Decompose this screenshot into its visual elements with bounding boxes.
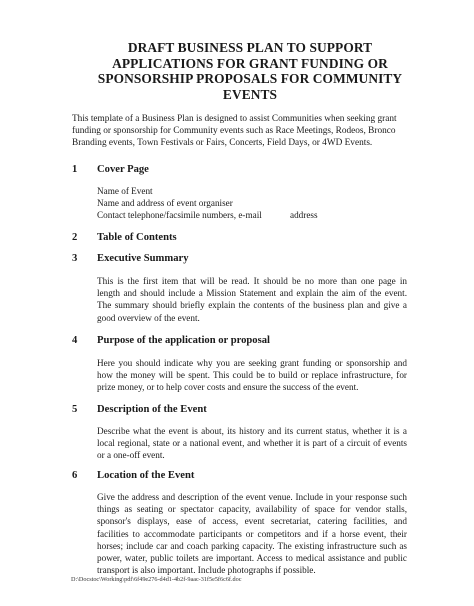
title-line: EVENTS bbox=[222, 86, 278, 102]
intro-line: Branding events, Town Festivals or Fairs, Concerts, Field Days, or 4WD Events. bbox=[72, 138, 373, 149]
intro-paragraph bbox=[72, 113, 412, 150]
section-body-purpose bbox=[97, 357, 407, 394]
title-line: SPONSORSHIP PROPOSALS FOR COMMUNITY bbox=[97, 71, 403, 86]
section-number: 4 bbox=[72, 335, 78, 346]
body-line: Give the address and description of the event venue. Include in your response such bbox=[97, 492, 407, 502]
body-line: This is the first item that will be read. It should be no more than one page in bbox=[97, 276, 407, 286]
body-line: local regional, state or a national event, and whether it is part of a circuit of events bbox=[97, 438, 407, 449]
section-body-location bbox=[97, 491, 407, 576]
intro-line: funding or sponsorship for Community events such as Race Meetings, Rodeos, Bronco bbox=[72, 126, 396, 137]
body-line: length and should include a Mission Statement and explain the aim of the event. bbox=[97, 288, 407, 299]
body-line: Here you should indicate why you are seeking grant funding or sponsorship and bbox=[97, 358, 407, 368]
section-number: 2 bbox=[72, 232, 78, 243]
body-line: Name and address of event organiser bbox=[97, 198, 233, 209]
body-line: sponsor's displays, ease of access, event secretariat, catering facilities, and bbox=[97, 516, 407, 527]
section-number: 6 bbox=[72, 470, 78, 481]
address-label: address bbox=[290, 210, 318, 221]
body-line: how the money will be spent. This could be to build or replace infrastructure, for bbox=[97, 370, 407, 381]
body-line: The summary should briefly explain the contents of the business plan and give a bbox=[97, 300, 407, 311]
body-line: things as seating or spectator capacity, availability of space for vendor stalls, bbox=[97, 504, 407, 515]
body-line: power, water, public toilets are important. Access to medical assistance and public bbox=[97, 553, 407, 564]
title-line: DRAFT BUSINESS PLAN TO SUPPORT bbox=[127, 40, 373, 55]
document-title bbox=[60, 40, 440, 102]
section-heading-location: Location of the Event bbox=[97, 470, 195, 481]
body-line: good overview of the event. bbox=[97, 312, 200, 323]
body-line: horses; include car and coach parking capacity. The existing infrastructure such as bbox=[97, 540, 407, 551]
section-body-cover-page bbox=[97, 185, 407, 222]
contact-label: Contact telephone/facsimile numbers, e-mail bbox=[97, 210, 262, 221]
section-heading-table-of-contents: Table of Contents bbox=[97, 232, 177, 243]
body-line: facilities to accommodate participants or competitors and if a horse event, their bbox=[97, 528, 407, 539]
body-line: Name of Event bbox=[97, 186, 153, 196]
intro-line: This template of a Business Plan is designed to assist Communities when seeking grant bbox=[72, 114, 397, 124]
section-heading-cover-page: Cover Page bbox=[97, 164, 149, 175]
section-number: 3 bbox=[72, 253, 78, 264]
section-body-executive-summary bbox=[97, 275, 407, 324]
title-line: APPLICATIONS FOR GRANT FUNDING OR bbox=[112, 55, 388, 71]
body-line: Describe what the event is about, its history and its current status, whether it is a bbox=[97, 426, 407, 436]
file-path-footer: D:\Docstoc\Working\pdf\6f49e276-d4d1-4b2f-9aac-31f5e5f6c6f.doc bbox=[71, 576, 242, 583]
section-body-description bbox=[97, 425, 407, 462]
body-line: prize money, or to help cover costs and ensure the success of the event. bbox=[97, 382, 359, 393]
body-line: or a one-off event. bbox=[97, 450, 165, 461]
contact-line bbox=[97, 209, 407, 221]
section-number: 5 bbox=[72, 404, 78, 415]
body-line: transport is also important. Include photographs if possible. bbox=[97, 565, 316, 576]
section-number: 1 bbox=[72, 164, 78, 175]
section-heading-purpose: Purpose of the application or proposal bbox=[97, 335, 270, 346]
section-heading-executive-summary: Executive Summary bbox=[97, 253, 189, 264]
section-heading-description: Description of the Event bbox=[97, 404, 207, 415]
